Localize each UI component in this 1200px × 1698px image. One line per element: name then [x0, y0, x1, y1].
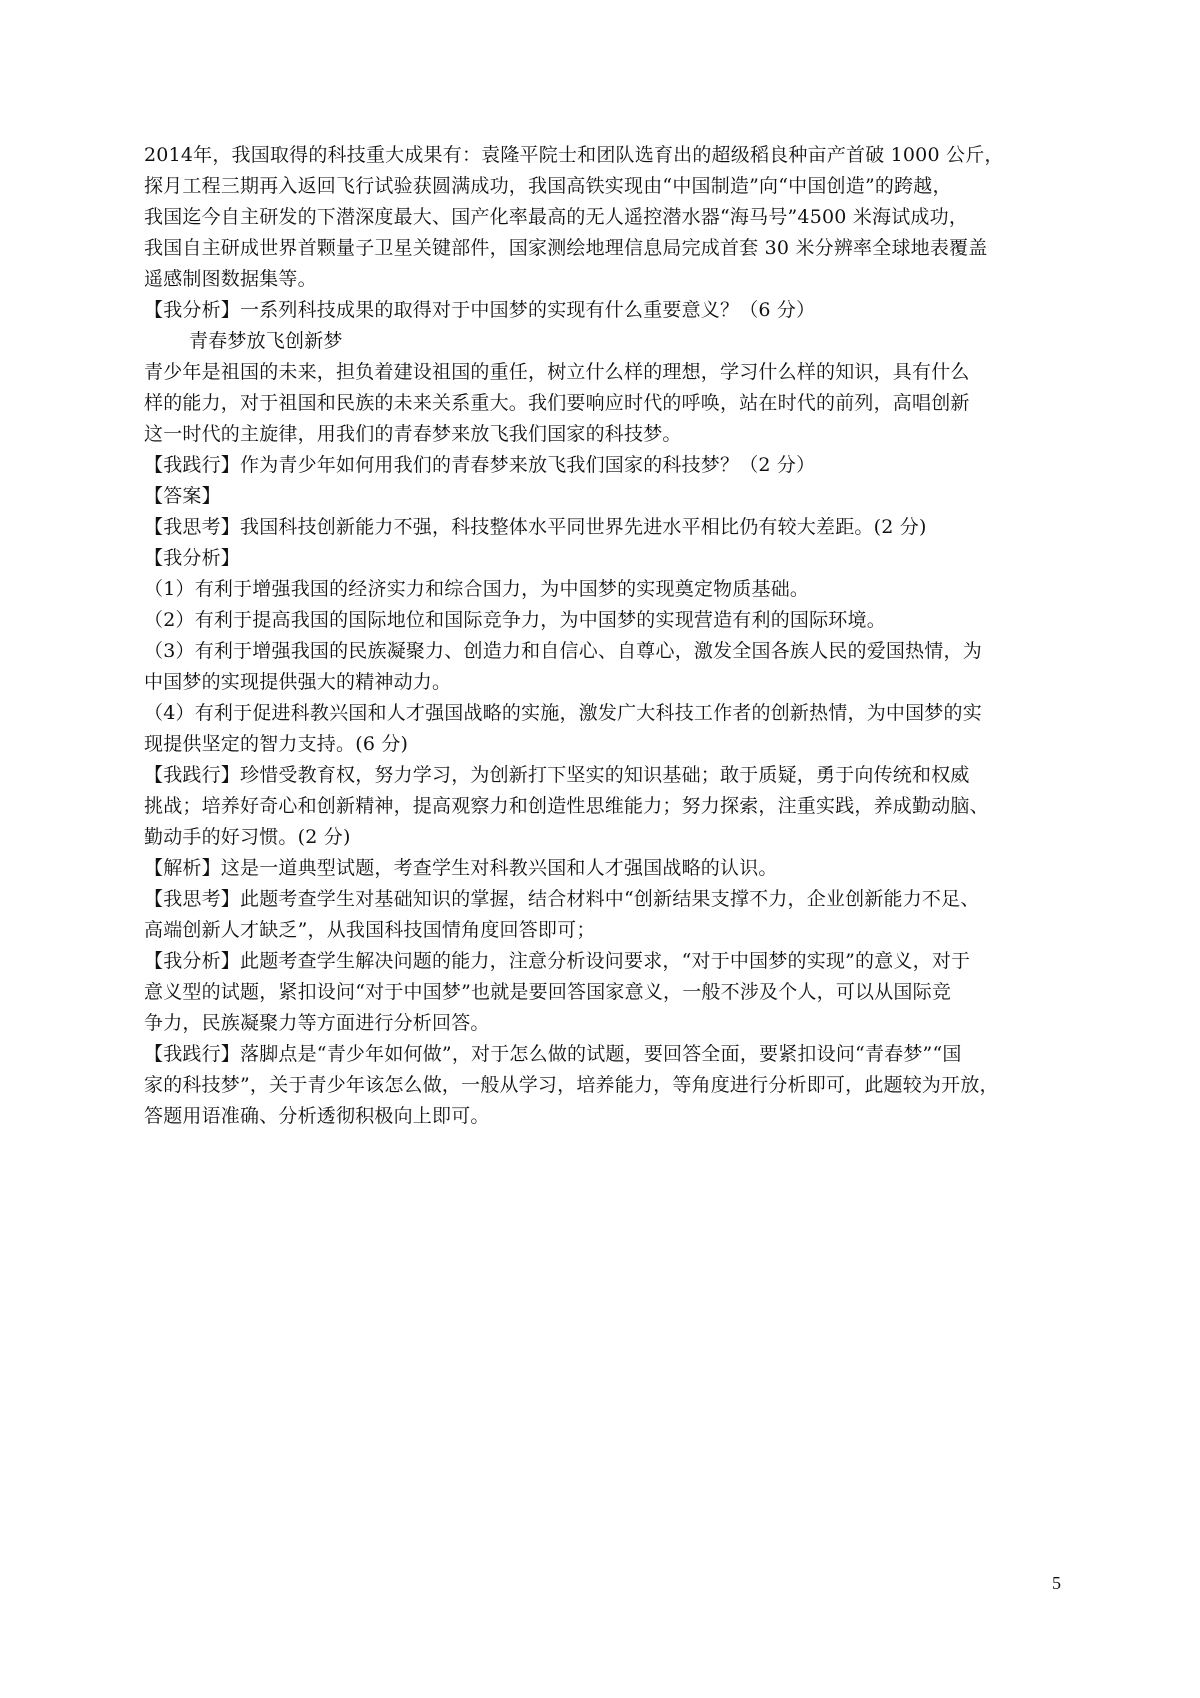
text-line: 挑战；培养好奇心和创新精神，提高观察力和创造性思维能力；努力探索，注重实践，养成勤动脑、: [144, 795, 989, 817]
text-line: 答题用语准确、分析透彻积极向上即可。: [144, 1105, 490, 1127]
question-practice: 【我践行】作为青少年如何用我们的青春梦来放飞我们国家的科技梦？（2 分）: [144, 454, 816, 476]
explanation-heading: 【解析】这是一道典型试题，考查学生对科教兴国和人才强国战略的认识。: [144, 857, 778, 879]
answer-heading: 【答案】: [144, 485, 221, 507]
text-line: 现提供坚定的智力支持。(6 分): [144, 733, 409, 755]
text-line: 遥感制图数据集等。: [144, 268, 317, 290]
text-line: 勤动手的好习惯。(2 分): [144, 826, 351, 848]
page-number: 5: [1052, 1573, 1061, 1593]
answer-practice: 【我践行】珍惜受教育权，努力学习，为创新打下坚实的知识基础；敢于质疑，勇于向传统和权威: [144, 764, 970, 786]
answer-point: （4）有利于促进科教兴国和人才强国战略的实施，激发广大科技工作者的创新热情，为中国梦的实: [144, 702, 982, 724]
section-heading: 青春梦放飞创新梦: [189, 330, 343, 352]
text-line: 这一时代的主旋律，用我们的青春梦来放飞我们国家的科技梦。: [144, 423, 682, 445]
text-line: 我国自主研成世界首颗量子卫星关键部件，国家测绘地理信息局完成首套 30 米分辨率全球地表覆盖: [144, 237, 988, 259]
explanation-think: 【我思考】此题考查学生对基础知识的掌握，结合材料中“创新结果支撑不力，企业创新能力不足、: [144, 888, 980, 910]
text-line: 青少年是祖国的未来，担负着建设祖国的重任，树立什么样的理想，学习什么样的知识，具有什么: [144, 361, 970, 383]
text-line: 争力，民族凝聚力等方面进行分析回答。: [144, 1012, 490, 1034]
text-line: 2014年，我国取得的科技重大成果有：袁隆平院士和团队选育出的超级稻良种亩产首破 1000 公斤，: [144, 144, 1004, 166]
document-body: [144, 140, 1064, 1132]
answer-analysis-heading: 【我分析】: [144, 547, 241, 569]
text-line: 探月工程三期再入返回飞行试验获圆满成功，我国高铁实现由“中国制造”向“中国创造”的跨越，: [144, 175, 952, 197]
text-line: 样的能力，对于祖国和民族的未来关系重大。我们要响应时代的呼唤，站在时代的前列，高唱创新: [144, 392, 970, 414]
answer-point: （3）有利于增强我国的民族凝聚力、创造力和自信心、自尊心，激发全国各族人民的爱国热情，为: [144, 640, 982, 662]
explanation-analysis: 【我分析】此题考查学生解决问题的能力，注意分析设问要求，“对于中国梦的实现”的意义，对于: [144, 950, 971, 972]
question-analysis: 【我分析】一系列科技成果的取得对于中国梦的实现有什么重要意义？（6 分）: [144, 299, 816, 321]
text-line: 我国迄今自主研发的下潜深度最大、国产化率最高的无人遥控潜水器“海马号”4500 米海试成功，: [144, 206, 969, 228]
answer-think: 【我思考】我国科技创新能力不强，科技整体水平同世界先进水平相比仍有较大差距。(2 分): [144, 516, 927, 538]
text-line: 高端创新人才缺乏”，从我国科技国情角度回答即可；: [144, 919, 596, 941]
text-line: 家的科技梦”，关于青少年该怎么做，一般从学习，培养能力，等角度进行分析即可，此题较为开放，: [144, 1074, 999, 1096]
answer-point: （1）有利于增强我国的经济实力和综合国力，为中国梦的实现奠定物质基础。: [144, 578, 810, 600]
explanation-practice: 【我践行】落脚点是“青少年如何做”，对于怎么做的试题，要回答全面，要紧扣设问“青春梦”“国: [144, 1043, 962, 1065]
answer-point: （2）有利于提高我国的国际地位和国际竞争力，为中国梦的实现营造有利的国际环境。: [144, 609, 886, 631]
text-line: 中国梦的实现提供强大的精神动力。: [144, 671, 452, 693]
text-line: 意义型的试题，紧扣设问“对于中国梦”也就是要回答国家意义，一般不涉及个人，可以从国际竞: [144, 981, 952, 1003]
